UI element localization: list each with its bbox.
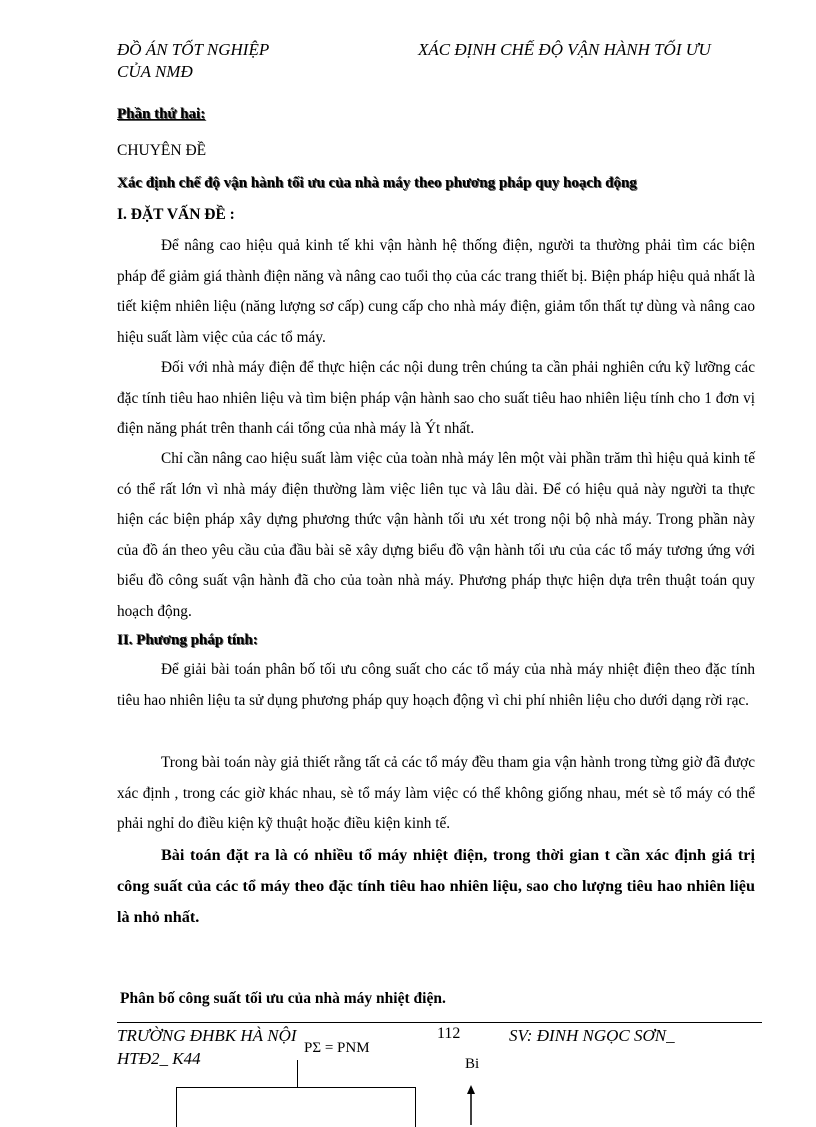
header-left-line1: ĐỒ ÁN TỐT NGHIỆP	[117, 40, 270, 59]
footer-left-line1: TRƯỜNG ĐHBK HÀ NỘI	[117, 1026, 297, 1045]
footer-left-line2: HTĐ2_ K44	[117, 1049, 201, 1068]
diagram-output-arrow	[462, 1085, 480, 1125]
section2-heading: II. Phương pháp tính:	[117, 632, 258, 648]
section2-paragraph-3	[117, 840, 755, 933]
section2-paragraph-2-text: Trong bài toán này giả thiết rằng tất cả các tổ máy đều tham gia vận hành trong từng giờ đã được xác định , trong các giờ khác nhau, sè tổ máy làm việc có thể không giống nhau, mét sè tổ máy có thể phải nghỉ do điều kiện kỹ thuật hoặc điều kiện kinh tế.	[117, 754, 755, 832]
section2-paragraph-1	[117, 655, 755, 716]
footer-right: SV: ĐINH NGỌC SƠN_	[509, 1026, 675, 1045]
section2-paragraph-3-text: Bài toán đặt ra là có nhiều tổ máy nhiệt điện, trong thời gian t cần xác định giá trị công suất của các tổ máy theo đặc tính tiêu hao nhiên liệu, sao cho lượng tiêu hao nhiên liệu là nhỏ nhất.	[117, 846, 755, 926]
diagram-b-label: Bi	[465, 1056, 480, 1072]
diagram-p-label: PΣ = PNM	[304, 1040, 370, 1056]
section1-paragraph-1-text: Để nâng cao hiệu quả kinh tế khi vận hành hệ thống điện, người ta thường phải tìm các biện pháp để giảm giá thành điện năng và nâng cao tuổi thọ của các trang thiết bị. Biện pháp hiệu quả nhất là tiết kiệm nhiên liệu (năng lượng sơ cấp) cung cấp cho nhà máy điện, giảm tổn thất tự dùng và nâng cao hiệu suất làm việc của các tổ máy.	[117, 237, 755, 346]
footer-rule	[117, 1022, 762, 1023]
section1-paragraph-2-text: Đối với nhà máy điện để thực hiện các nội dung trên chúng ta cần phải nghiên cứu kỹ lưỡng các đặc tính tiêu hao nhiên liệu và tìm biện pháp vận hành sao cho suất tiêu hao nhiên liệu tính cho 1 đơn vị điện năng phát trên thanh cái tổng của nhà máy là Ýt nhất.	[117, 359, 755, 437]
figure-caption: Phân bố công suất tối ưu của nhà máy nhiệt điện.	[120, 990, 446, 1007]
section1-paragraph-3-text: Chỉ cần nâng cao hiệu suất làm việc của toàn nhà máy lên một vài phần trăm thì hiệu quả kinh tế có thể rất lớn vì nhà máy điện thường làm việc liên tục và lâu dài. Để có hiệu quả này người ta thực hiện các biện pháp xây dựng phương thức vận hành tối ưu xét trong nội bộ nhà máy. Trong phần này của đồ án theo yêu cầu của đầu bài sẽ xây dựng biểu đồ vận hành tối ưu của các tổ máy tương ứng với biểu đồ công suất vận hành đã cho của toàn nhà máy. Phương pháp thực hiện dựa trên thuật toán quy hoạch động.	[117, 450, 755, 620]
section1-paragraph-2	[117, 353, 755, 445]
section1-paragraph-1	[117, 231, 755, 353]
diagram-box-right	[415, 1087, 416, 1127]
section1-heading: I. ĐẶT VẤN ĐỀ :	[117, 206, 235, 223]
diagram-box-top	[176, 1087, 416, 1088]
section2-paragraph-1-text: Để giải bài toán phân bố tối ưu công suất cho các tổ máy của nhà máy nhiệt điện theo đặc tính tiêu hao nhiên liệu ta sử dụng phương pháp quy hoạch động vì chi phí nhiên liệu cho dưới dạng rời rạc.	[117, 661, 755, 709]
page-number: 112	[437, 1025, 461, 1042]
section2-paragraph-2	[117, 748, 755, 840]
header-right: XÁC ĐỊNH CHẾ ĐỘ VẬN HÀNH TỐI ƯU	[418, 40, 711, 59]
diagram-input-arrow-line	[297, 1060, 298, 1088]
header-left-line2: CỦA NMĐ	[117, 62, 193, 81]
diagram-box-left	[176, 1087, 177, 1127]
topic-label: CHUYÊN ĐỀ	[117, 142, 207, 159]
part-title: Phần thứ hai:	[117, 106, 206, 122]
topic-title: Xác định chế độ vận hành tối ưu của nhà máy theo phương pháp quy hoạch động	[117, 175, 637, 191]
section1-paragraph-3	[117, 444, 755, 627]
